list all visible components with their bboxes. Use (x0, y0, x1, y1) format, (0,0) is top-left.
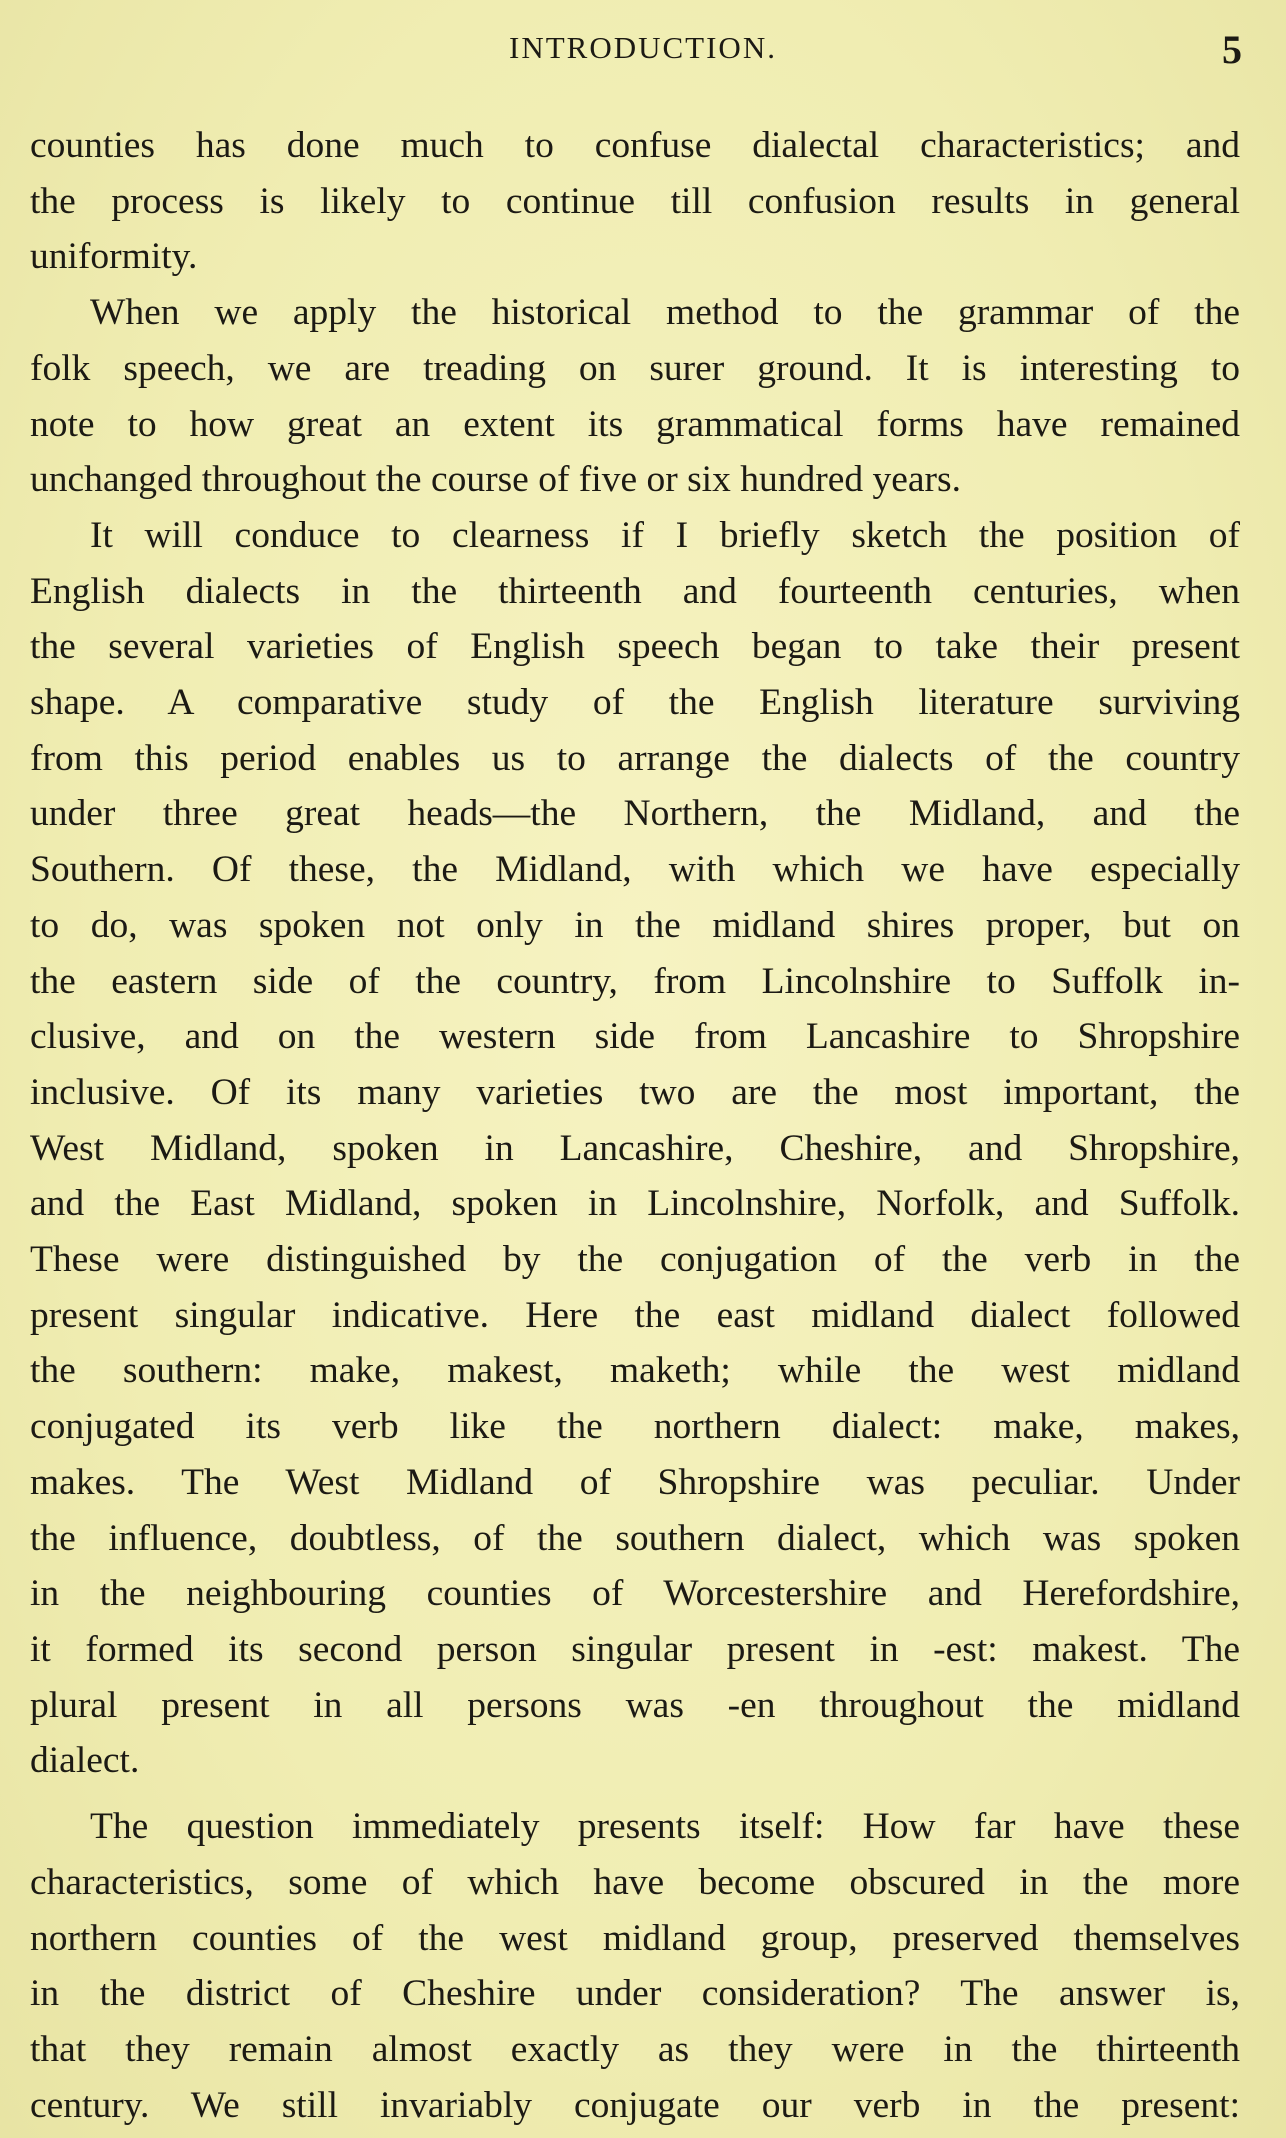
text-line: English dialects in the thirteenth and fourteenth centuries, when (30, 570, 1240, 612)
paragraph-4 (30, 1799, 1240, 2133)
text-line: to do, was spoken not only in the midland shires proper, but on (30, 904, 1240, 946)
paragraph-1 (30, 118, 1240, 285)
paragraph-2 (30, 285, 1240, 508)
text-line: characteristics, some of which have become obscured in the more (30, 1861, 1240, 1903)
page-body (30, 118, 1240, 2133)
text-line: the eastern side of the country, from Lincolnshire to Suffolk in- (30, 960, 1240, 1002)
text-line: the influence, doubtless, of the southern dialect, which was spoken (30, 1517, 1240, 1559)
text-line: under three great heads—the Northern, the Midland, and the (30, 793, 1240, 835)
text-line: When we apply the historical method to the grammar of the (90, 292, 1240, 334)
text-line: dialect. (30, 1740, 140, 1782)
text-line: the process is likely to continue till confusion results in general (30, 180, 1240, 222)
text-line: clusive, and on the western side from Lancashire to Shropshire (30, 1016, 1240, 1058)
text-line: the southern: make, makest, maketh; while the west midland (30, 1350, 1240, 1392)
text-line: uniformity. (30, 236, 198, 278)
text-line: folk speech, we are treading on surer ground. It is interesting to (30, 347, 1240, 389)
text-line: These were distinguished by the conjugation of the verb in the (30, 1239, 1240, 1281)
text-line: present singular indicative. Here the east midland dialect followed (30, 1294, 1240, 1336)
text-line: that they remain almost exactly as they were in the thirteenth (30, 2028, 1240, 2070)
text-line: note to how great an extent its grammatical forms have remained (30, 403, 1240, 445)
text-line: Southern. Of these, the Midland, with which we have especially (30, 849, 1240, 891)
text-line: inclusive. Of its many varieties two are the most important, the (30, 1071, 1240, 1113)
text-line: makes. The West Midland of Shropshire was peculiar. Under (30, 1461, 1240, 1503)
page-number: 5 (1222, 27, 1242, 72)
text-line: counties has done much to confuse dialectal characteristics; and (30, 125, 1240, 166)
text-line: in the district of Cheshire under consideration? The answer is, (30, 1973, 1240, 2015)
text-line: it formed its second person singular present in -est: makest. The (30, 1628, 1240, 1670)
paragraph-3 (30, 508, 1240, 1789)
text-line: The question immediately presents itself: How far have these (90, 1806, 1240, 1848)
running-title: INTRODUCTION. (509, 30, 777, 65)
page-header (0, 26, 1286, 76)
text-line: the several varieties of English speech began to take their present (30, 626, 1240, 668)
text-line: century. We still invariably conjugate our verb in the present: (30, 2084, 1240, 2126)
text-line: plural present in all persons was -en throughout the midland (30, 1684, 1240, 1726)
text-line: West Midland, spoken in Lancashire, Cheshire, and Shropshire, (30, 1127, 1240, 1169)
text-line: northern counties of the west midland group, preserved themselves (30, 1917, 1240, 1959)
text-line: from this period enables us to arrange the dialects of the country (30, 737, 1240, 779)
text-line: shape. A comparative study of the English literature surviving (30, 682, 1240, 724)
text-line: in the neighbouring counties of Worcestershire and Herefordshire, (30, 1573, 1240, 1615)
text-line: unchanged throughout the course of five or six hundred years. (30, 459, 961, 501)
text-line: conjugated its verb like the northern dialect: make, makes, (30, 1406, 1240, 1448)
text-line: and the East Midland, spoken in Lincolnshire, Norfolk, and Suffolk. (30, 1183, 1240, 1225)
text-line: It will conduce to clearness if I briefly sketch the position of (90, 514, 1240, 556)
